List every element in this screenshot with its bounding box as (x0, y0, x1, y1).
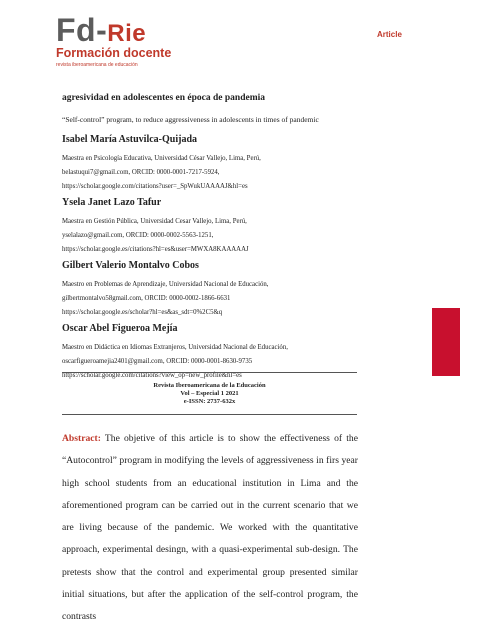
author-contact: oscarfigueroamejia2401@gmail.com, ORCID: 0000-0001-8630-9735 (62, 358, 253, 365)
author-block (62, 260, 362, 320)
divider-bottom (62, 414, 357, 415)
logo-wordmark: Fd-Rie (56, 12, 147, 48)
author-scholar-link[interactable]: https://scholar.google.es/scholar?hl=es&as_sdt=0%2C5&q (62, 309, 223, 316)
paper-title: agresividad en adolescentes en época de pandemia (62, 93, 266, 103)
paper-subtitle: “Self-control” program, to reduce aggressiveness in adolescents in times of pandemic (62, 115, 319, 124)
side-color-tab (432, 308, 460, 376)
abstract-label: Abstract: (62, 433, 101, 444)
abstract (62, 428, 358, 629)
author-affiliation: Maestra en Psicología Educativa, Universidad César Vallejo, Lima, Perú, (62, 155, 261, 162)
author-scholar-link[interactable]: https://scholar.google.com/citations?view_op=new_profile&hl=es (62, 372, 242, 379)
logo-tagline: revista iberoamericana de educación (56, 62, 138, 68)
author-block (62, 323, 362, 383)
author-affiliation: Maestra en Gestión Pública, Universidad Cesar Vallejo, Lima, Perú, (62, 218, 247, 225)
author-name: Gilbert Valerio Montalvo Cobos (62, 260, 199, 271)
author-name: Oscar Abel Figueroa Mejía (62, 323, 178, 334)
author-block (62, 134, 362, 194)
journal-volume: Vol – Especial 1 2021 (180, 390, 239, 397)
article-type-label: Article (377, 30, 402, 39)
author-scholar-link[interactable]: https://scholar.google.com/citations?user=_SpWukUAAAAJ&hl=es (62, 183, 248, 190)
journal-logo (56, 14, 216, 70)
journal-name: Revista Iberoamericana de la Educación (153, 382, 266, 389)
author-scholar-link[interactable]: https://scholar.google.es/citations?hl=es&user=MWXA8KAAAAAJ (62, 246, 249, 253)
author-name: Isabel María Astuvilca-Quijada (62, 134, 198, 145)
front-matter (62, 93, 362, 386)
logo-subtitle: Formación docente (56, 46, 172, 60)
author-affiliation: Maestro en Didáctica en Idiomas Extranjeros, Universidad Nacional de Educación, (62, 344, 288, 351)
author-contact: yselalazo@gmail.com, ORCID: 0000-0002-5563-1251, (62, 232, 214, 239)
divider-top (62, 372, 357, 373)
journal-info (62, 382, 357, 406)
abstract-text: The objetive of this article is to show the effectiveness of the “Autocontrol” program in modifying the levels of aggressiveness in firs year high school students from an educational institution in Lima and the aforementioned program can be carried out in the current scenario that we are living because of the pandemic. We worked with the quantitative approach, experimental desingn, with a quasi-experimental sub-design. The pretests show that the control and experimental group presented similar initial situations, but after the application of the self-control program, the contrasts (62, 433, 358, 623)
author-contact: gilbertmontalvo58gmail.com, ORCID: 0000-0002-1866-6631 (62, 295, 231, 302)
journal-issn: e-ISSN: 2737-632x (183, 398, 236, 405)
author-affiliation: Maestro en Problemas de Aprendizaje, Universidad Nacional de Educación, (62, 281, 269, 288)
author-name: Ysela Janet Lazo Tafur (62, 197, 162, 208)
author-contact: belastuqui7@gmail.com, ORCID: 0000-0001-7217-5924, (62, 169, 220, 176)
author-block (62, 197, 362, 257)
